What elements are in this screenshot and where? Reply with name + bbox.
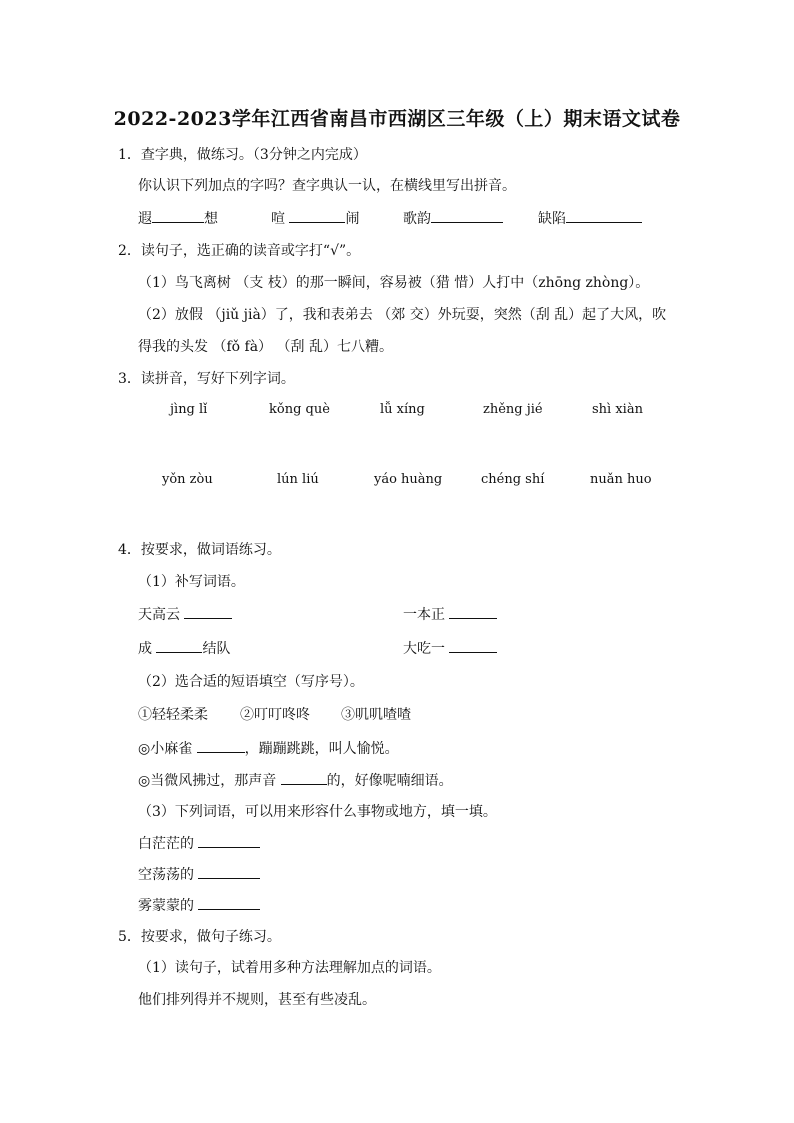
q4-describe-3 <box>138 895 260 916</box>
q3-pinyin-1-1: jìng lǐ <box>170 402 208 417</box>
q3-pinyin-1-5: shì xiàn <box>592 402 643 417</box>
q2-stem: 2．读句子，选正确的读音或字打“√”。 <box>118 243 361 259</box>
q1-instruction: 你认识下列加点的字吗？查字典认一认，在横线里写出拼音。 <box>138 178 516 194</box>
q4-word-4 <box>403 638 497 659</box>
q3-pinyin-2-2: lún liú <box>277 472 319 487</box>
q4-word-3b-text: 结队 <box>202 641 231 657</box>
q4-word-1-text: 天高云 <box>138 607 180 623</box>
q1-blank-4[interactable] <box>566 208 642 223</box>
q3-pinyin-2-4: chéng shí <box>481 472 545 487</box>
q5-sentence-1: 他们排列得并不规则，甚至有些凌乱。 <box>138 992 376 1008</box>
q4-stem: 4．按要求，做词语练习。 <box>118 542 281 558</box>
q4-blank-3[interactable] <box>156 638 202 653</box>
q1-item-4 <box>538 208 642 229</box>
q1-item-3 <box>403 208 503 229</box>
q4-describe-blank-3[interactable] <box>198 895 260 910</box>
q1-char-xia: 遐 <box>138 211 152 227</box>
q4-word-3 <box>138 638 230 659</box>
q3-pinyin-1-3: lǚ xíng <box>380 402 425 417</box>
q3-stem: 3．读拼音，写好下列字词。 <box>118 371 295 387</box>
q5-stem: 5．按要求，做句子练习。 <box>118 929 281 945</box>
q4-word-2-text: 一本正 <box>403 607 445 623</box>
q4-fill-1-lead: ◎小麻雀 <box>138 741 193 757</box>
q4-option-2: ②叮叮咚咚 <box>240 707 310 723</box>
q3-pinyin-2-5: nuǎn huo <box>590 472 652 487</box>
q1-item-1 <box>138 208 218 229</box>
q3-pinyin-2-3: yáo huàng <box>374 472 443 487</box>
page-title: 2022-2023学年江西省南昌市西湖区三年级（上）期末语文试卷 <box>113 108 681 130</box>
q4-fill-1-tail: ，蹦蹦跳跳，叫人愉悦。 <box>244 741 399 757</box>
q3-pinyin-2-1: yǒn zòu <box>162 472 213 487</box>
q3-pinyin-1-2: kǒng què <box>269 402 330 417</box>
q4-blank-4[interactable] <box>449 638 497 653</box>
q4-word-1 <box>138 604 232 625</box>
q4-blank-2[interactable] <box>449 604 497 619</box>
q4-option-1: ①轻轻柔柔 <box>138 707 208 723</box>
q4-fill-2 <box>138 770 453 791</box>
q4-fill-blank-1[interactable] <box>197 738 245 753</box>
q1-char-xuan: 喧 <box>271 211 285 227</box>
q4-word-3a-text: 成 <box>138 641 152 657</box>
q4-describe-blank-1[interactable] <box>198 833 260 848</box>
q4-word-2 <box>403 604 497 625</box>
q4-describe-2-text: 空荡荡的 <box>138 867 194 883</box>
q4-describe-1 <box>138 833 260 854</box>
q4-word-4-text: 大吃一 <box>403 641 445 657</box>
q4-describe-3-text: 雾蒙蒙的 <box>138 898 194 914</box>
q1-blank-3[interactable] <box>431 208 503 223</box>
q1-word-geyun: 歌韵 <box>403 211 431 227</box>
q2-sentence-2b: 得我的头发 （fǒ fà） （刮 乱）七八糟。 <box>138 339 393 355</box>
q4-part-1: （1）补写词语。 <box>138 574 245 590</box>
q1-blank-1[interactable] <box>152 208 204 223</box>
q3-pinyin-1-4: zhěng jié <box>483 402 543 417</box>
q4-fill-2-tail: 的，好像呢喃细语。 <box>326 773 453 789</box>
q4-describe-2 <box>138 864 260 885</box>
q1-char-nao: 闹 <box>345 211 360 227</box>
q4-part-3: （3）下列词语，可以用来形容什么事物或地方，填一填。 <box>138 804 497 820</box>
q1-stem: 1．查字典，做练习。（3分钟之内完成） <box>118 147 367 163</box>
q4-fill-blank-2[interactable] <box>281 770 327 785</box>
q4-describe-blank-2[interactable] <box>198 864 260 879</box>
q4-part-2: （2）选合适的短语填空（写序号）。 <box>138 674 364 690</box>
q2-sentence-2a: （2）放假 （jiǔ jià）了，我和表弟去 （郊 交）外玩耍，突然（刮 乱）起了大风，吹 <box>138 307 667 323</box>
q1-item-2 <box>271 208 359 229</box>
q5-part-1: （1）读句子，试着用多种方法理解加点的词语。 <box>138 960 441 976</box>
q2-sentence-1: （1）鸟飞离树 （支 枝）的那一瞬间，容易被（猎 惜）人打中（zhōng zhòng）。 <box>138 275 650 291</box>
q4-option-3: ③叽叽喳喳 <box>341 707 411 723</box>
q1-blank-2[interactable] <box>289 208 345 223</box>
q1-word-quexian: 缺陷 <box>538 211 566 227</box>
q4-fill-1 <box>138 738 399 759</box>
q1-char-xiang: 想 <box>204 211 218 227</box>
q4-describe-1-text: 白茫茫的 <box>138 836 194 852</box>
q4-fill-2-lead: ◎当微风拂过，那声音 <box>138 773 277 789</box>
q4-blank-1[interactable] <box>184 604 232 619</box>
